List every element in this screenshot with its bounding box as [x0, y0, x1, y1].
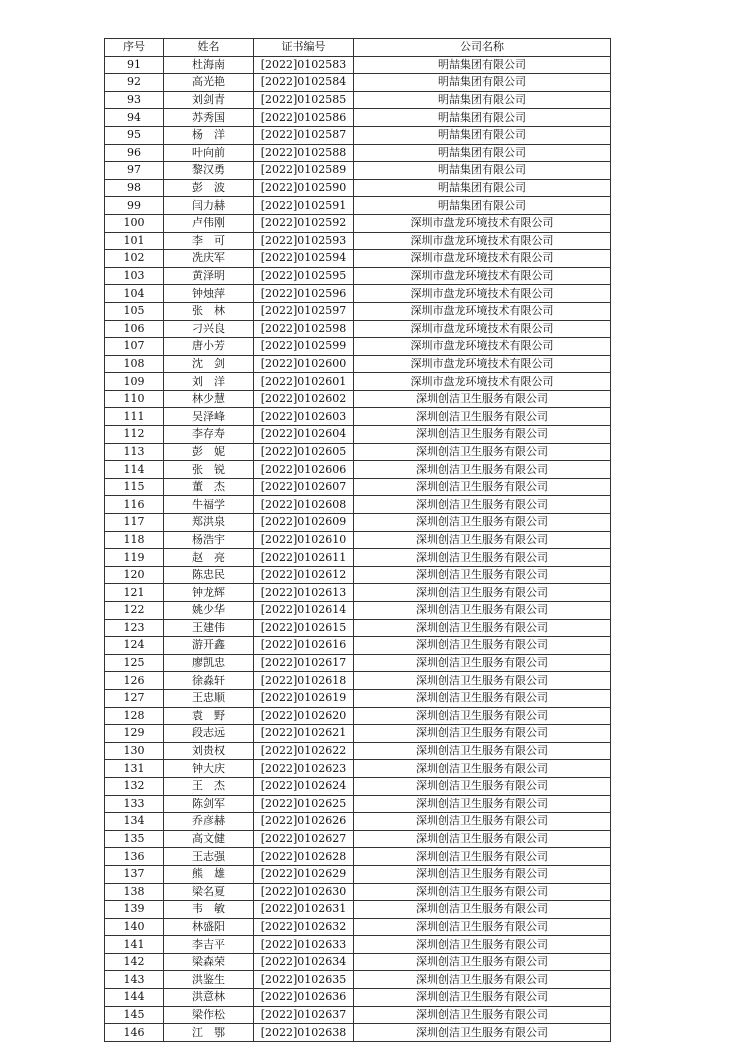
cell-certificate-no: [2022]0102634	[254, 953, 354, 971]
table-row	[105, 742, 611, 760]
table-row	[105, 74, 611, 92]
cell-index: 132	[105, 777, 164, 795]
cell-index: 133	[105, 795, 164, 813]
cell-name: 唐小芳	[164, 338, 254, 356]
cell-certificate-no: [2022]0102592	[254, 214, 354, 232]
cell-name: 陈忠民	[164, 566, 254, 584]
cell-index: 104	[105, 285, 164, 303]
cell-company: 明喆集团有限公司	[354, 109, 611, 127]
cell-name: 钟烛萍	[164, 285, 254, 303]
table-row	[105, 918, 611, 936]
cell-name: 杨浩宇	[164, 531, 254, 549]
cell-company: 深圳创洁卫生服务有限公司	[354, 531, 611, 549]
cell-company: 深圳创洁卫生服务有限公司	[354, 883, 611, 901]
cell-index: 123	[105, 619, 164, 637]
cell-index: 95	[105, 126, 164, 144]
cell-certificate-no: [2022]0102610	[254, 531, 354, 549]
table-row	[105, 514, 611, 532]
cell-company: 深圳市盘龙环境技术有限公司	[354, 285, 611, 303]
cell-name: 董 杰	[164, 478, 254, 496]
cell-index: 110	[105, 390, 164, 408]
cell-certificate-no: [2022]0102611	[254, 549, 354, 567]
table-row	[105, 777, 611, 795]
table-row	[105, 936, 611, 954]
cell-company: 深圳创洁卫生服务有限公司	[354, 742, 611, 760]
cell-index: 97	[105, 162, 164, 180]
certificate-list-page	[104, 38, 611, 1042]
cell-company: 深圳市盘龙环境技术有限公司	[354, 320, 611, 338]
table-row	[105, 373, 611, 391]
cell-name: 洪意林	[164, 989, 254, 1007]
cell-certificate-no: [2022]0102623	[254, 760, 354, 778]
cell-certificate-no: [2022]0102595	[254, 267, 354, 285]
cell-index: 140	[105, 918, 164, 936]
cell-certificate-no: [2022]0102627	[254, 830, 354, 848]
cell-index: 99	[105, 197, 164, 215]
cell-name: 彭 波	[164, 179, 254, 197]
table-row	[105, 408, 611, 426]
cell-name: 高文健	[164, 830, 254, 848]
certificate-table	[104, 38, 611, 1042]
cell-index: 96	[105, 144, 164, 162]
cell-company: 深圳创洁卫生服务有限公司	[354, 848, 611, 866]
cell-name: 韦 敏	[164, 901, 254, 919]
cell-index: 92	[105, 74, 164, 92]
table-row	[105, 285, 611, 303]
cell-index: 120	[105, 566, 164, 584]
table-row	[105, 197, 611, 215]
cell-certificate-no: [2022]0102607	[254, 478, 354, 496]
cell-company: 深圳创洁卫生服务有限公司	[354, 514, 611, 532]
cell-certificate-no: [2022]0102590	[254, 179, 354, 197]
cell-index: 118	[105, 531, 164, 549]
cell-certificate-no: [2022]0102606	[254, 461, 354, 479]
cell-name: 彭 妮	[164, 443, 254, 461]
table-row	[105, 637, 611, 655]
cell-certificate-no: [2022]0102637	[254, 1006, 354, 1024]
table-row	[105, 390, 611, 408]
table-row	[105, 848, 611, 866]
cell-name: 张 锐	[164, 461, 254, 479]
cell-name: 叶向前	[164, 144, 254, 162]
table-row	[105, 531, 611, 549]
cell-name: 熊 雄	[164, 865, 254, 883]
cell-name: 黎汉勇	[164, 162, 254, 180]
table-row	[105, 267, 611, 285]
cell-index: 98	[105, 179, 164, 197]
cell-index: 138	[105, 883, 164, 901]
cell-certificate-no: [2022]0102601	[254, 373, 354, 391]
cell-name: 杨 洋	[164, 126, 254, 144]
cell-index: 129	[105, 725, 164, 743]
cell-name: 杜海南	[164, 56, 254, 74]
cell-index: 139	[105, 901, 164, 919]
cell-name: 姚少华	[164, 602, 254, 620]
cell-index: 105	[105, 302, 164, 320]
cell-certificate-no: [2022]0102628	[254, 848, 354, 866]
table-row	[105, 584, 611, 602]
cell-index: 109	[105, 373, 164, 391]
cell-index: 106	[105, 320, 164, 338]
table-row	[105, 126, 611, 144]
table-row	[105, 232, 611, 250]
cell-index: 136	[105, 848, 164, 866]
cell-index: 142	[105, 953, 164, 971]
cell-certificate-no: [2022]0102621	[254, 725, 354, 743]
cell-index: 144	[105, 989, 164, 1007]
table-body	[105, 56, 611, 1041]
cell-company: 深圳市盘龙环境技术有限公司	[354, 373, 611, 391]
cell-certificate-no: [2022]0102629	[254, 865, 354, 883]
cell-company: 明喆集团有限公司	[354, 56, 611, 74]
cell-certificate-no: [2022]0102600	[254, 355, 354, 373]
header-company: 公司名称	[354, 39, 611, 57]
table-row	[105, 689, 611, 707]
cell-name: 陈剑军	[164, 795, 254, 813]
cell-company: 深圳创洁卫生服务有限公司	[354, 936, 611, 954]
table-row	[105, 56, 611, 74]
cell-index: 114	[105, 461, 164, 479]
table-row	[105, 1006, 611, 1024]
cell-company: 深圳创洁卫生服务有限公司	[354, 795, 611, 813]
cell-name: 沈 剑	[164, 355, 254, 373]
cell-company: 深圳市盘龙环境技术有限公司	[354, 250, 611, 268]
cell-company: 深圳创洁卫生服务有限公司	[354, 830, 611, 848]
cell-certificate-no: [2022]0102638	[254, 1024, 354, 1042]
cell-name: 袁 野	[164, 707, 254, 725]
cell-certificate-no: [2022]0102588	[254, 144, 354, 162]
cell-company: 深圳市盘龙环境技术有限公司	[354, 355, 611, 373]
cell-certificate-no: [2022]0102632	[254, 918, 354, 936]
table-row	[105, 426, 611, 444]
cell-certificate-no: [2022]0102604	[254, 426, 354, 444]
cell-certificate-no: [2022]0102626	[254, 813, 354, 831]
cell-index: 116	[105, 496, 164, 514]
cell-company: 深圳创洁卫生服务有限公司	[354, 725, 611, 743]
table-row	[105, 478, 611, 496]
cell-certificate-no: [2022]0102624	[254, 777, 354, 795]
cell-name: 闫力赫	[164, 197, 254, 215]
cell-name: 林盛阳	[164, 918, 254, 936]
cell-name: 段志远	[164, 725, 254, 743]
table-row	[105, 725, 611, 743]
cell-name: 王忠顺	[164, 689, 254, 707]
table-header-row	[105, 39, 611, 57]
cell-company: 明喆集团有限公司	[354, 126, 611, 144]
table-row	[105, 760, 611, 778]
cell-company: 深圳市盘龙环境技术有限公司	[354, 214, 611, 232]
cell-company: 深圳创洁卫生服务有限公司	[354, 672, 611, 690]
cell-company: 深圳创洁卫生服务有限公司	[354, 584, 611, 602]
table-row	[105, 461, 611, 479]
table-row	[105, 989, 611, 1007]
cell-company: 深圳创洁卫生服务有限公司	[354, 408, 611, 426]
cell-certificate-no: [2022]0102599	[254, 338, 354, 356]
table-row	[105, 971, 611, 989]
table-row	[105, 144, 611, 162]
cell-name: 张 林	[164, 302, 254, 320]
cell-company: 深圳市盘龙环境技术有限公司	[354, 267, 611, 285]
header-index: 序号	[105, 39, 164, 57]
cell-company: 深圳创洁卫生服务有限公司	[354, 989, 611, 1007]
cell-index: 121	[105, 584, 164, 602]
cell-certificate-no: [2022]0102587	[254, 126, 354, 144]
cell-name: 廖凯忠	[164, 654, 254, 672]
cell-certificate-no: [2022]0102619	[254, 689, 354, 707]
cell-index: 143	[105, 971, 164, 989]
cell-company: 深圳创洁卫生服务有限公司	[354, 707, 611, 725]
cell-name: 王志强	[164, 848, 254, 866]
cell-certificate-no: [2022]0102585	[254, 91, 354, 109]
cell-company: 明喆集团有限公司	[354, 144, 611, 162]
table-row	[105, 250, 611, 268]
cell-index: 100	[105, 214, 164, 232]
cell-company: 明喆集团有限公司	[354, 162, 611, 180]
cell-certificate-no: [2022]0102635	[254, 971, 354, 989]
cell-index: 137	[105, 865, 164, 883]
cell-company: 深圳创洁卫生服务有限公司	[354, 461, 611, 479]
cell-company: 深圳市盘龙环境技术有限公司	[354, 232, 611, 250]
table-row	[105, 953, 611, 971]
cell-name: 江 鄂	[164, 1024, 254, 1042]
cell-index: 145	[105, 1006, 164, 1024]
cell-company: 明喆集团有限公司	[354, 91, 611, 109]
cell-company: 明喆集团有限公司	[354, 74, 611, 92]
cell-certificate-no: [2022]0102613	[254, 584, 354, 602]
cell-company: 深圳市盘龙环境技术有限公司	[354, 302, 611, 320]
table-row	[105, 672, 611, 690]
cell-index: 128	[105, 707, 164, 725]
cell-company: 深圳创洁卫生服务有限公司	[354, 918, 611, 936]
cell-index: 135	[105, 830, 164, 848]
cell-company: 深圳创洁卫生服务有限公司	[354, 760, 611, 778]
table-row	[105, 813, 611, 831]
cell-company: 深圳创洁卫生服务有限公司	[354, 654, 611, 672]
cell-name: 牛福学	[164, 496, 254, 514]
cell-company: 深圳创洁卫生服务有限公司	[354, 496, 611, 514]
cell-name: 高光艳	[164, 74, 254, 92]
cell-index: 134	[105, 813, 164, 831]
cell-certificate-no: [2022]0102593	[254, 232, 354, 250]
cell-index: 130	[105, 742, 164, 760]
cell-company: 深圳创洁卫生服务有限公司	[354, 971, 611, 989]
cell-company: 深圳创洁卫生服务有限公司	[354, 813, 611, 831]
cell-certificate-no: [2022]0102622	[254, 742, 354, 760]
table-row	[105, 91, 611, 109]
table-row	[105, 320, 611, 338]
table-row	[105, 214, 611, 232]
table-row	[105, 830, 611, 848]
cell-certificate-no: [2022]0102625	[254, 795, 354, 813]
cell-certificate-no: [2022]0102594	[254, 250, 354, 268]
cell-index: 101	[105, 232, 164, 250]
cell-certificate-no: [2022]0102631	[254, 901, 354, 919]
cell-index: 108	[105, 355, 164, 373]
cell-certificate-no: [2022]0102591	[254, 197, 354, 215]
table-row	[105, 549, 611, 567]
cell-company: 深圳创洁卫生服务有限公司	[354, 777, 611, 795]
cell-name: 刘 洋	[164, 373, 254, 391]
cell-name: 洪鉴生	[164, 971, 254, 989]
cell-name: 王建伟	[164, 619, 254, 637]
cell-index: 103	[105, 267, 164, 285]
cell-index: 111	[105, 408, 164, 426]
table-row	[105, 1024, 611, 1042]
cell-company: 深圳创洁卫生服务有限公司	[354, 689, 611, 707]
cell-name: 冼庆军	[164, 250, 254, 268]
cell-name: 苏秀国	[164, 109, 254, 127]
cell-certificate-no: [2022]0102597	[254, 302, 354, 320]
cell-index: 117	[105, 514, 164, 532]
cell-name: 李 可	[164, 232, 254, 250]
cell-name: 梁森荣	[164, 953, 254, 971]
table-row	[105, 302, 611, 320]
table-row	[105, 602, 611, 620]
cell-index: 122	[105, 602, 164, 620]
cell-index: 126	[105, 672, 164, 690]
cell-company: 深圳创洁卫生服务有限公司	[354, 619, 611, 637]
cell-name: 黄泽明	[164, 267, 254, 285]
cell-name: 钟大庆	[164, 760, 254, 778]
cell-certificate-no: [2022]0102620	[254, 707, 354, 725]
cell-index: 124	[105, 637, 164, 655]
table-row	[105, 109, 611, 127]
cell-certificate-no: [2022]0102603	[254, 408, 354, 426]
cell-index: 113	[105, 443, 164, 461]
cell-certificate-no: [2022]0102583	[254, 56, 354, 74]
cell-company: 深圳创洁卫生服务有限公司	[354, 901, 611, 919]
cell-certificate-no: [2022]0102598	[254, 320, 354, 338]
cell-certificate-no: [2022]0102614	[254, 602, 354, 620]
cell-company: 深圳市盘龙环境技术有限公司	[354, 338, 611, 356]
table-row	[105, 355, 611, 373]
table-row	[105, 795, 611, 813]
cell-company: 深圳创洁卫生服务有限公司	[354, 953, 611, 971]
cell-name: 林少慧	[164, 390, 254, 408]
cell-name: 刘贵权	[164, 742, 254, 760]
cell-certificate-no: [2022]0102605	[254, 443, 354, 461]
cell-company: 深圳创洁卫生服务有限公司	[354, 426, 611, 444]
cell-index: 125	[105, 654, 164, 672]
cell-certificate-no: [2022]0102602	[254, 390, 354, 408]
cell-name: 刘剑青	[164, 91, 254, 109]
cell-index: 112	[105, 426, 164, 444]
cell-index: 115	[105, 478, 164, 496]
cell-name: 赵 亮	[164, 549, 254, 567]
cell-certificate-no: [2022]0102617	[254, 654, 354, 672]
cell-certificate-no: [2022]0102586	[254, 109, 354, 127]
cell-certificate-no: [2022]0102596	[254, 285, 354, 303]
table-row	[105, 566, 611, 584]
cell-name: 钟龙辉	[164, 584, 254, 602]
table-row	[105, 707, 611, 725]
cell-certificate-no: [2022]0102636	[254, 989, 354, 1007]
cell-index: 127	[105, 689, 164, 707]
cell-company: 深圳创洁卫生服务有限公司	[354, 478, 611, 496]
table-row	[105, 179, 611, 197]
table-row	[105, 162, 611, 180]
cell-index: 91	[105, 56, 164, 74]
table-row	[105, 901, 611, 919]
cell-name: 梁名夏	[164, 883, 254, 901]
table-row	[105, 443, 611, 461]
cell-name: 郑洪泉	[164, 514, 254, 532]
table-row	[105, 619, 611, 637]
cell-certificate-no: [2022]0102589	[254, 162, 354, 180]
cell-company: 深圳创洁卫生服务有限公司	[354, 637, 611, 655]
table-row	[105, 865, 611, 883]
cell-index: 102	[105, 250, 164, 268]
cell-name: 李吉平	[164, 936, 254, 954]
cell-certificate-no: [2022]0102612	[254, 566, 354, 584]
cell-index: 131	[105, 760, 164, 778]
cell-name: 吴泽峰	[164, 408, 254, 426]
table-row	[105, 883, 611, 901]
cell-certificate-no: [2022]0102609	[254, 514, 354, 532]
cell-company: 深圳创洁卫生服务有限公司	[354, 443, 611, 461]
cell-company: 深圳创洁卫生服务有限公司	[354, 1006, 611, 1024]
cell-company: 深圳创洁卫生服务有限公司	[354, 390, 611, 408]
cell-name: 徐淼轩	[164, 672, 254, 690]
cell-index: 94	[105, 109, 164, 127]
cell-certificate-no: [2022]0102618	[254, 672, 354, 690]
cell-name: 游开鑫	[164, 637, 254, 655]
cell-company: 明喆集团有限公司	[354, 197, 611, 215]
cell-name: 刁兴良	[164, 320, 254, 338]
cell-company: 深圳创洁卫生服务有限公司	[354, 1024, 611, 1042]
cell-name: 李存寿	[164, 426, 254, 444]
cell-company: 深圳创洁卫生服务有限公司	[354, 602, 611, 620]
cell-certificate-no: [2022]0102584	[254, 74, 354, 92]
cell-index: 107	[105, 338, 164, 356]
cell-certificate-no: [2022]0102633	[254, 936, 354, 954]
cell-name: 王 杰	[164, 777, 254, 795]
header-name: 姓名	[164, 39, 254, 57]
table-row	[105, 338, 611, 356]
cell-certificate-no: [2022]0102630	[254, 883, 354, 901]
cell-index: 93	[105, 91, 164, 109]
cell-index: 119	[105, 549, 164, 567]
cell-index: 146	[105, 1024, 164, 1042]
table-row	[105, 496, 611, 514]
cell-name: 梁作松	[164, 1006, 254, 1024]
cell-certificate-no: [2022]0102616	[254, 637, 354, 655]
header-certificate-no: 证书编号	[254, 39, 354, 57]
cell-company: 深圳创洁卫生服务有限公司	[354, 549, 611, 567]
cell-certificate-no: [2022]0102615	[254, 619, 354, 637]
cell-name: 卢伟刚	[164, 214, 254, 232]
cell-company: 深圳创洁卫生服务有限公司	[354, 566, 611, 584]
cell-certificate-no: [2022]0102608	[254, 496, 354, 514]
cell-company: 深圳创洁卫生服务有限公司	[354, 865, 611, 883]
cell-name: 乔彦赫	[164, 813, 254, 831]
table-row	[105, 654, 611, 672]
cell-company: 明喆集团有限公司	[354, 179, 611, 197]
cell-index: 141	[105, 936, 164, 954]
